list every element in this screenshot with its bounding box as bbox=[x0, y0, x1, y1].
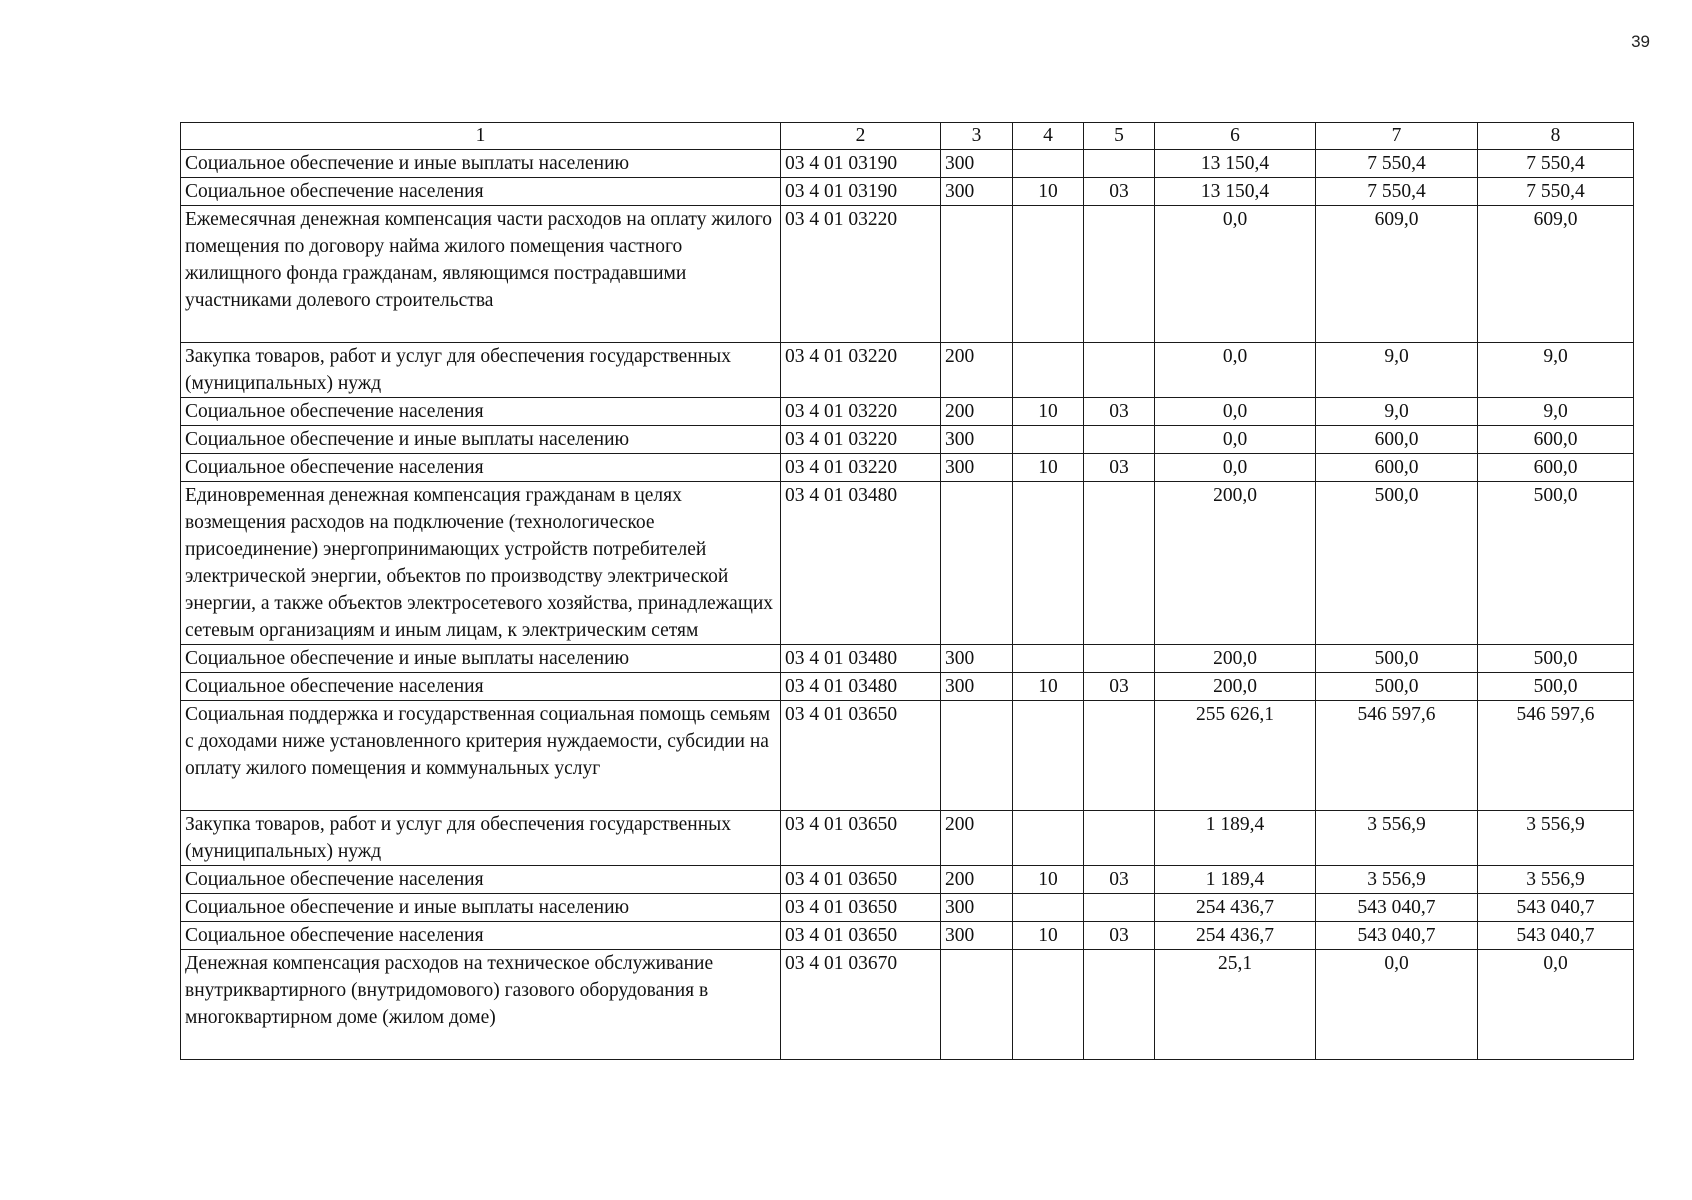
row-target-code: 03 4 01 03480 bbox=[781, 482, 941, 645]
table-row bbox=[181, 398, 1634, 426]
row-name: Ежемесячная денежная компенсация части расходов на оплату жилого помещения по договору найма жилого помещения частного жилищного фонда гражданам, являющимся пострадавшими участниками долевого строительства bbox=[181, 206, 781, 343]
row-subsection bbox=[1084, 811, 1155, 866]
row-amount-col7: 0,0 bbox=[1316, 950, 1478, 1060]
row-expense-type bbox=[941, 206, 1013, 343]
row-amount-col8: 609,0 bbox=[1478, 206, 1634, 343]
row-amount-col7: 7 550,4 bbox=[1316, 150, 1478, 178]
row-amount-col6: 255 626,1 bbox=[1155, 701, 1316, 811]
table-row bbox=[181, 454, 1634, 482]
row-expense-type bbox=[941, 950, 1013, 1060]
row-expense-type bbox=[941, 482, 1013, 645]
row-expense-type: 300 bbox=[941, 178, 1013, 206]
row-amount-col7: 9,0 bbox=[1316, 343, 1478, 398]
row-amount-col6: 0,0 bbox=[1155, 398, 1316, 426]
row-name: Социальное обеспечение и иные выплаты населению bbox=[181, 150, 781, 178]
row-amount-col8: 543 040,7 bbox=[1478, 922, 1634, 950]
row-expense-type: 300 bbox=[941, 426, 1013, 454]
row-amount-col6: 25,1 bbox=[1155, 950, 1316, 1060]
table-row bbox=[181, 894, 1634, 922]
table-row bbox=[181, 343, 1634, 398]
row-expense-type: 300 bbox=[941, 673, 1013, 701]
column-header: 1 bbox=[181, 123, 781, 150]
row-amount-col6: 0,0 bbox=[1155, 343, 1316, 398]
table-row bbox=[181, 645, 1634, 673]
row-amount-col8: 9,0 bbox=[1478, 343, 1634, 398]
row-amount-col7: 500,0 bbox=[1316, 482, 1478, 645]
column-header: 3 bbox=[941, 123, 1013, 150]
row-name: Денежная компенсация расходов на техническое обслуживание внутриквартирного (внутридомового) газового оборудования в многоквартирном доме (жилом доме) bbox=[181, 950, 781, 1060]
row-section bbox=[1013, 811, 1084, 866]
row-section bbox=[1013, 894, 1084, 922]
row-name: Социальное обеспечение и иные выплаты населению bbox=[181, 894, 781, 922]
row-target-code: 03 4 01 03670 bbox=[781, 950, 941, 1060]
row-name: Социальное обеспечение населения bbox=[181, 866, 781, 894]
row-target-code: 03 4 01 03480 bbox=[781, 673, 941, 701]
row-amount-col6: 0,0 bbox=[1155, 454, 1316, 482]
row-amount-col8: 3 556,9 bbox=[1478, 811, 1634, 866]
row-expense-type: 200 bbox=[941, 343, 1013, 398]
column-header: 4 bbox=[1013, 123, 1084, 150]
row-amount-col6: 13 150,4 bbox=[1155, 150, 1316, 178]
table-row bbox=[181, 426, 1634, 454]
row-subsection bbox=[1084, 150, 1155, 178]
row-amount-col8: 600,0 bbox=[1478, 454, 1634, 482]
row-target-code: 03 4 01 03650 bbox=[781, 701, 941, 811]
row-amount-col8: 500,0 bbox=[1478, 482, 1634, 645]
row-section: 10 bbox=[1013, 454, 1084, 482]
row-expense-type: 300 bbox=[941, 894, 1013, 922]
row-amount-col8: 3 556,9 bbox=[1478, 866, 1634, 894]
row-name: Социальное обеспечение населения bbox=[181, 673, 781, 701]
row-name: Социальное обеспечение и иные выплаты населению bbox=[181, 645, 781, 673]
row-amount-col8: 500,0 bbox=[1478, 673, 1634, 701]
row-amount-col7: 3 556,9 bbox=[1316, 866, 1478, 894]
row-section: 10 bbox=[1013, 178, 1084, 206]
row-target-code: 03 4 01 03650 bbox=[781, 811, 941, 866]
column-header: 2 bbox=[781, 123, 941, 150]
row-section bbox=[1013, 645, 1084, 673]
row-name: Социальная поддержка и государственная социальная помощь семьям с доходами ниже установленного критерия нуждаемости, субсидии на оплату жилого помещения и коммунальных услуг bbox=[181, 701, 781, 811]
row-amount-col7: 500,0 bbox=[1316, 673, 1478, 701]
row-amount-col6: 200,0 bbox=[1155, 482, 1316, 645]
row-section bbox=[1013, 950, 1084, 1060]
row-section bbox=[1013, 701, 1084, 811]
row-section bbox=[1013, 150, 1084, 178]
row-target-code: 03 4 01 03480 bbox=[781, 645, 941, 673]
row-amount-col6: 200,0 bbox=[1155, 673, 1316, 701]
row-subsection: 03 bbox=[1084, 922, 1155, 950]
row-expense-type: 300 bbox=[941, 454, 1013, 482]
row-expense-type: 200 bbox=[941, 811, 1013, 866]
row-amount-col7: 543 040,7 bbox=[1316, 894, 1478, 922]
row-target-code: 03 4 01 03650 bbox=[781, 894, 941, 922]
row-section: 10 bbox=[1013, 398, 1084, 426]
table-row bbox=[181, 150, 1634, 178]
row-amount-col7: 600,0 bbox=[1316, 426, 1478, 454]
row-subsection bbox=[1084, 701, 1155, 811]
row-target-code: 03 4 01 03650 bbox=[781, 866, 941, 894]
row-subsection bbox=[1084, 426, 1155, 454]
row-amount-col8: 0,0 bbox=[1478, 950, 1634, 1060]
row-amount-col6: 0,0 bbox=[1155, 426, 1316, 454]
table-row bbox=[181, 950, 1634, 1060]
row-subsection bbox=[1084, 343, 1155, 398]
table-row bbox=[181, 178, 1634, 206]
row-target-code: 03 4 01 03650 bbox=[781, 922, 941, 950]
table-row bbox=[181, 482, 1634, 645]
row-amount-col6: 254 436,7 bbox=[1155, 894, 1316, 922]
row-subsection bbox=[1084, 645, 1155, 673]
row-expense-type bbox=[941, 701, 1013, 811]
row-subsection: 03 bbox=[1084, 178, 1155, 206]
row-target-code: 03 4 01 03190 bbox=[781, 150, 941, 178]
row-name: Социальное обеспечение населения bbox=[181, 922, 781, 950]
row-amount-col8: 500,0 bbox=[1478, 645, 1634, 673]
row-amount-col7: 609,0 bbox=[1316, 206, 1478, 343]
row-name: Социальное обеспечение населения bbox=[181, 398, 781, 426]
table-row bbox=[181, 673, 1634, 701]
row-section: 10 bbox=[1013, 673, 1084, 701]
row-section bbox=[1013, 206, 1084, 343]
row-amount-col7: 543 040,7 bbox=[1316, 922, 1478, 950]
row-amount-col6: 0,0 bbox=[1155, 206, 1316, 343]
row-name: Закупка товаров, работ и услуг для обеспечения государственных (муниципальных) нужд bbox=[181, 811, 781, 866]
row-subsection bbox=[1084, 950, 1155, 1060]
row-subsection: 03 bbox=[1084, 673, 1155, 701]
row-amount-col8: 543 040,7 bbox=[1478, 894, 1634, 922]
row-expense-type: 300 bbox=[941, 922, 1013, 950]
row-expense-type: 200 bbox=[941, 866, 1013, 894]
row-amount-col7: 9,0 bbox=[1316, 398, 1478, 426]
table-row bbox=[181, 701, 1634, 811]
row-amount-col8: 600,0 bbox=[1478, 426, 1634, 454]
row-amount-col7: 3 556,9 bbox=[1316, 811, 1478, 866]
row-amount-col7: 546 597,6 bbox=[1316, 701, 1478, 811]
row-subsection bbox=[1084, 482, 1155, 645]
row-amount-col7: 7 550,4 bbox=[1316, 178, 1478, 206]
row-section bbox=[1013, 426, 1084, 454]
row-amount-col6: 200,0 bbox=[1155, 645, 1316, 673]
row-amount-col7: 600,0 bbox=[1316, 454, 1478, 482]
row-amount-col6: 13 150,4 bbox=[1155, 178, 1316, 206]
row-amount-col8: 7 550,4 bbox=[1478, 150, 1634, 178]
row-section: 10 bbox=[1013, 866, 1084, 894]
row-amount-col8: 9,0 bbox=[1478, 398, 1634, 426]
row-section bbox=[1013, 343, 1084, 398]
row-expense-type: 300 bbox=[941, 645, 1013, 673]
row-subsection bbox=[1084, 894, 1155, 922]
row-amount-col6: 254 436,7 bbox=[1155, 922, 1316, 950]
row-target-code: 03 4 01 03220 bbox=[781, 398, 941, 426]
row-amount-col7: 500,0 bbox=[1316, 645, 1478, 673]
header-row bbox=[181, 123, 1634, 150]
row-name: Единовременная денежная компенсация гражданам в целях возмещения расходов на подключение (технологическое присоединение) энергопринимающих устройств потребителей электрической энергии, объектов по производству электрической энергии, а также объектов электросетевого хозяйства, принадлежащих сетевым организациям и иным лицам, к электрическим сетям bbox=[181, 482, 781, 645]
row-name: Социальное обеспечение населения bbox=[181, 178, 781, 206]
row-target-code: 03 4 01 03220 bbox=[781, 454, 941, 482]
row-subsection: 03 bbox=[1084, 454, 1155, 482]
row-target-code: 03 4 01 03190 bbox=[781, 178, 941, 206]
column-header: 6 bbox=[1155, 123, 1316, 150]
column-header: 5 bbox=[1084, 123, 1155, 150]
row-section: 10 bbox=[1013, 922, 1084, 950]
row-subsection: 03 bbox=[1084, 866, 1155, 894]
row-name: Закупка товаров, работ и услуг для обеспечения государственных (муниципальных) нужд bbox=[181, 343, 781, 398]
page-number: 39 bbox=[1631, 32, 1650, 51]
table-row bbox=[181, 866, 1634, 894]
column-header: 8 bbox=[1478, 123, 1634, 150]
row-target-code: 03 4 01 03220 bbox=[781, 426, 941, 454]
row-amount-col6: 1 189,4 bbox=[1155, 811, 1316, 866]
budget-table bbox=[180, 122, 1634, 1060]
row-target-code: 03 4 01 03220 bbox=[781, 343, 941, 398]
row-subsection bbox=[1084, 206, 1155, 343]
row-subsection: 03 bbox=[1084, 398, 1155, 426]
table-row bbox=[181, 811, 1634, 866]
column-header: 7 bbox=[1316, 123, 1478, 150]
row-expense-type: 300 bbox=[941, 150, 1013, 178]
table-row bbox=[181, 206, 1634, 343]
row-name: Социальное обеспечение и иные выплаты населению bbox=[181, 426, 781, 454]
row-amount-col6: 1 189,4 bbox=[1155, 866, 1316, 894]
table-row bbox=[181, 922, 1634, 950]
row-target-code: 03 4 01 03220 bbox=[781, 206, 941, 343]
table-body bbox=[181, 150, 1634, 1060]
row-name: Социальное обеспечение населения bbox=[181, 454, 781, 482]
row-expense-type: 200 bbox=[941, 398, 1013, 426]
row-section bbox=[1013, 482, 1084, 645]
row-amount-col8: 7 550,4 bbox=[1478, 178, 1634, 206]
row-amount-col8: 546 597,6 bbox=[1478, 701, 1634, 811]
